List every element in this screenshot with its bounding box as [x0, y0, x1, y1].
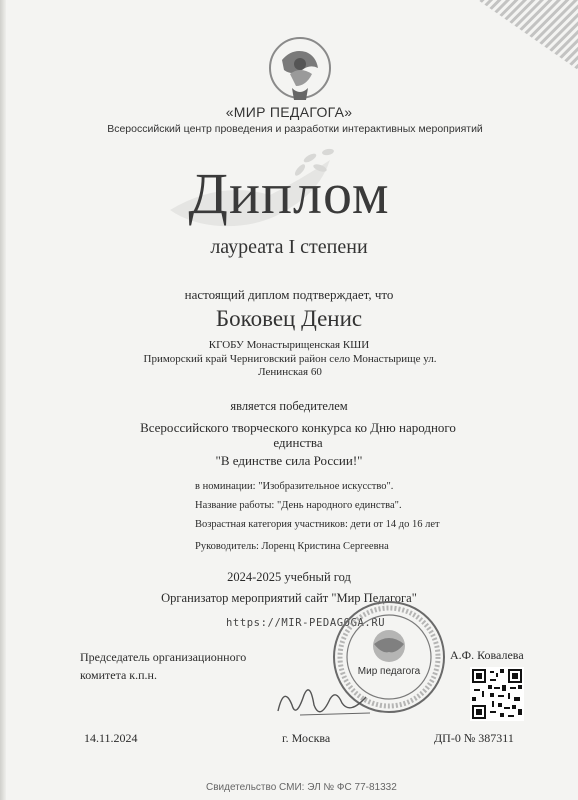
confirm-text: настоящий диплом подтверждает, что: [184, 287, 394, 302]
recipient-name: Боковец Денис: [215, 306, 363, 331]
chair-title-line2: комитета к.п.н.: [80, 668, 157, 682]
issue-date: 14.11.2024: [84, 731, 138, 745]
diploma-title: Диплом: [188, 161, 390, 226]
registration-number: ДП-0 № 387311: [434, 731, 514, 745]
organizer: Организатор мероприятий сайт "Мир Педагога": [161, 591, 417, 605]
age-category: Возрастная категория участников: дети от 14 до 16 лет: [195, 519, 440, 530]
website-url: https://MIR-PEDAGOGA.RU: [226, 617, 386, 629]
school-name: КГОБУ Монастырищенская КШИ: [208, 339, 370, 351]
scan-corner-artifact: [438, 0, 578, 80]
winner-text: является победителем: [230, 399, 348, 413]
qr-code-icon: [470, 667, 524, 721]
stamp-text: Мир педагога: [357, 666, 421, 677]
mir-pedagoga-logo-icon: [262, 30, 338, 106]
nomination: в номинации: "Изобразительное искусство".: [195, 481, 394, 492]
school-address: Приморский край Черниговский район село Монастырище ул. Ленинская 60: [143, 353, 437, 378]
media-registration: Свидетельство СМИ: ЭЛ № ФС 77-81332: [206, 782, 397, 793]
contest-motto: "В единстве сила России!": [215, 453, 363, 468]
chair-title: [80, 648, 246, 684]
chair-title-line1: Председатель организационного: [80, 650, 247, 664]
handwritten-signature-icon: [270, 675, 380, 725]
issue-city: г. Москва: [282, 731, 331, 745]
work-title: Название работы: "День народного единства".: [195, 500, 402, 511]
leader: Руководитель: Лоренц Кристина Сергеевна: [195, 541, 389, 552]
chair-name: А.Ф. Ковалева: [450, 648, 524, 662]
diploma-degree: лауреата I степени: [210, 236, 368, 258]
brand-subtitle: Всероссийский центр проведения и разработки интерактивных мероприятий: [107, 123, 483, 135]
brand-name: «МИР ПЕДАГОГА»: [225, 104, 353, 120]
academic-year: 2024-2025 учебный год: [227, 570, 351, 584]
contest-name: Всероссийского творческого конкурса ко Дню народного единства: [140, 420, 456, 450]
